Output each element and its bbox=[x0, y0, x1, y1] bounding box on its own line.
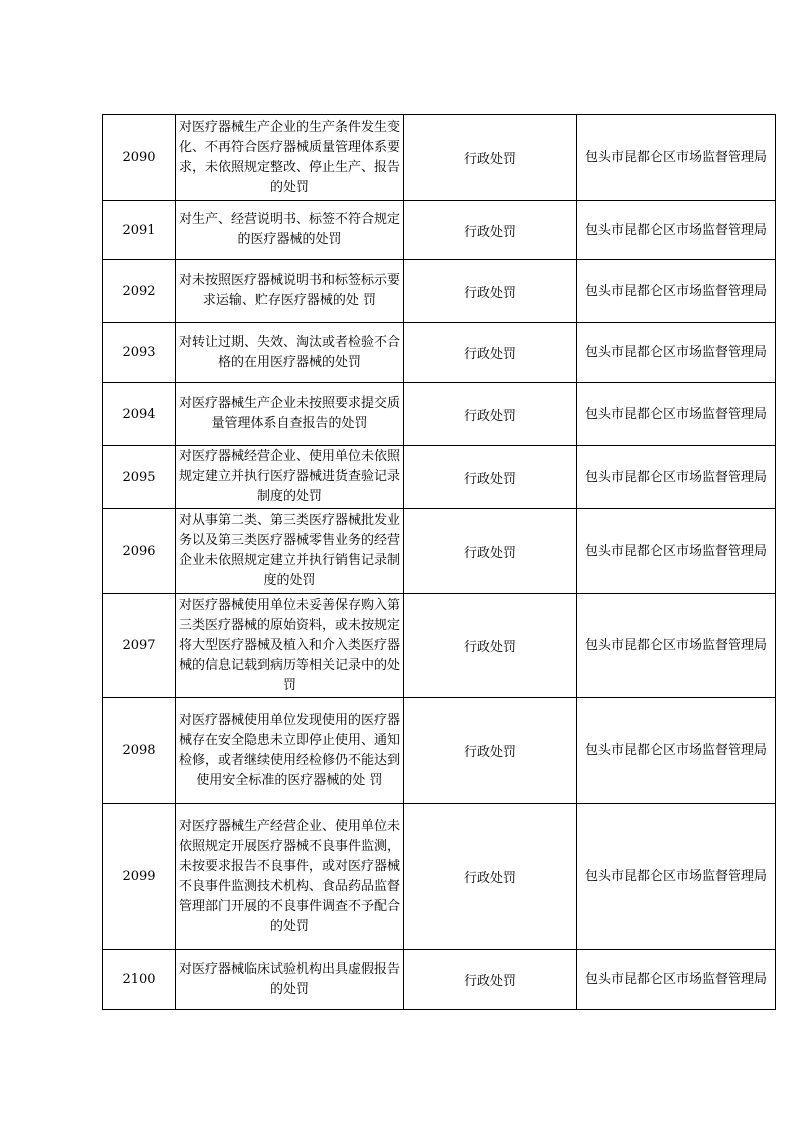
item-department: 包头市昆都仑区市场监督管理局 bbox=[577, 201, 776, 260]
item-number: 2090 bbox=[103, 115, 176, 201]
table-row bbox=[103, 383, 776, 446]
item-department: 包头市昆都仑区市场监督管理局 bbox=[577, 950, 776, 1010]
item-type: 行政处罚 bbox=[404, 804, 577, 950]
item-department: 包头市昆都仑区市场监督管理局 bbox=[577, 383, 776, 446]
item-type: 行政处罚 bbox=[404, 383, 577, 446]
item-type: 行政处罚 bbox=[404, 115, 577, 201]
item-type: 行政处罚 bbox=[404, 698, 577, 804]
table-row bbox=[103, 698, 776, 804]
item-number: 2098 bbox=[103, 698, 176, 804]
item-number: 2100 bbox=[103, 950, 176, 1010]
table-row bbox=[103, 804, 776, 950]
table-row bbox=[103, 115, 776, 201]
item-number: 2094 bbox=[103, 383, 176, 446]
item-type: 行政处罚 bbox=[404, 323, 577, 383]
item-description: 对医疗器械使用单位发现使用的医疗器械存在安全隐患未立即停止使用、通知检修，或者继续使用经检修仍不能达到使用安全标准的医疗器械的处 罚 bbox=[176, 698, 404, 804]
table-row bbox=[103, 950, 776, 1010]
item-department: 包头市昆都仑区市场监督管理局 bbox=[577, 115, 776, 201]
table-row bbox=[103, 323, 776, 383]
item-type: 行政处罚 bbox=[404, 950, 577, 1010]
item-department: 包头市昆都仑区市场监督管理局 bbox=[577, 446, 776, 509]
penalty-items-table bbox=[102, 114, 776, 1010]
item-description: 对生产、经营说明书、标签不符合规定的医疗器械的处罚 bbox=[176, 201, 404, 260]
item-department: 包头市昆都仑区市场监督管理局 bbox=[577, 509, 776, 594]
item-description: 对从事第二类、第三类医疗器械批发业务以及第三类医疗器械零售业务的经营企业未依照规定建立并执行销售记录制度的处罚 bbox=[176, 509, 404, 594]
item-description: 对医疗器械使用单位未妥善保存购入第三类医疗器械的原始资料，或未按规定将大型医疗器械及植入和介入类医疗器械的信息记载到病历等相关记录中的处罚 bbox=[176, 594, 404, 698]
item-type: 行政处罚 bbox=[404, 260, 577, 323]
item-number: 2093 bbox=[103, 323, 176, 383]
item-description: 对未按照医疗器械说明书和标签标示要求运输、贮存医疗器械的处 罚 bbox=[176, 260, 404, 323]
item-number: 2091 bbox=[103, 201, 176, 260]
item-description: 对医疗器械生产企业未按照要求提交质量管理体系自查报告的处罚 bbox=[176, 383, 404, 446]
item-type: 行政处罚 bbox=[404, 446, 577, 509]
item-department: 包头市昆都仑区市场监督管理局 bbox=[577, 804, 776, 950]
item-number: 2099 bbox=[103, 804, 176, 950]
table-row bbox=[103, 260, 776, 323]
item-department: 包头市昆都仑区市场监督管理局 bbox=[577, 594, 776, 698]
item-type: 行政处罚 bbox=[404, 201, 577, 260]
item-number: 2092 bbox=[103, 260, 176, 323]
item-description: 对医疗器械经营企业、使用单位未依照规定建立并执行医疗器械进货查验记录制度的处罚 bbox=[176, 446, 404, 509]
item-number: 2097 bbox=[103, 594, 176, 698]
table-row bbox=[103, 509, 776, 594]
item-description: 对医疗器械生产经营企业、使用单位未依照规定开展医疗器械不良事件监测，未按要求报告不良事件，或对医疗器械不良事件监测技术机构、食品药品监督管理部门开展的不良事件调查不予配合的处罚 bbox=[176, 804, 404, 950]
table-row bbox=[103, 594, 776, 698]
item-description: 对医疗器械生产企业的生产条件发生变化、不再符合医疗器械质量管理体系要求，未依照规定整改、停止生产、报告的处罚 bbox=[176, 115, 404, 201]
item-department: 包头市昆都仑区市场监督管理局 bbox=[577, 698, 776, 804]
item-type: 行政处罚 bbox=[404, 594, 577, 698]
item-number: 2095 bbox=[103, 446, 176, 509]
table-row bbox=[103, 201, 776, 260]
item-department: 包头市昆都仑区市场监督管理局 bbox=[577, 260, 776, 323]
item-number: 2096 bbox=[103, 509, 176, 594]
item-department: 包头市昆都仑区市场监督管理局 bbox=[577, 323, 776, 383]
table-row bbox=[103, 446, 776, 509]
item-description: 对转让过期、失效、淘汰或者检验不合格的在用医疗器械的处罚 bbox=[176, 323, 404, 383]
item-description: 对医疗器械临床试验机构出具虚假报告的处罚 bbox=[176, 950, 404, 1010]
item-type: 行政处罚 bbox=[404, 509, 577, 594]
